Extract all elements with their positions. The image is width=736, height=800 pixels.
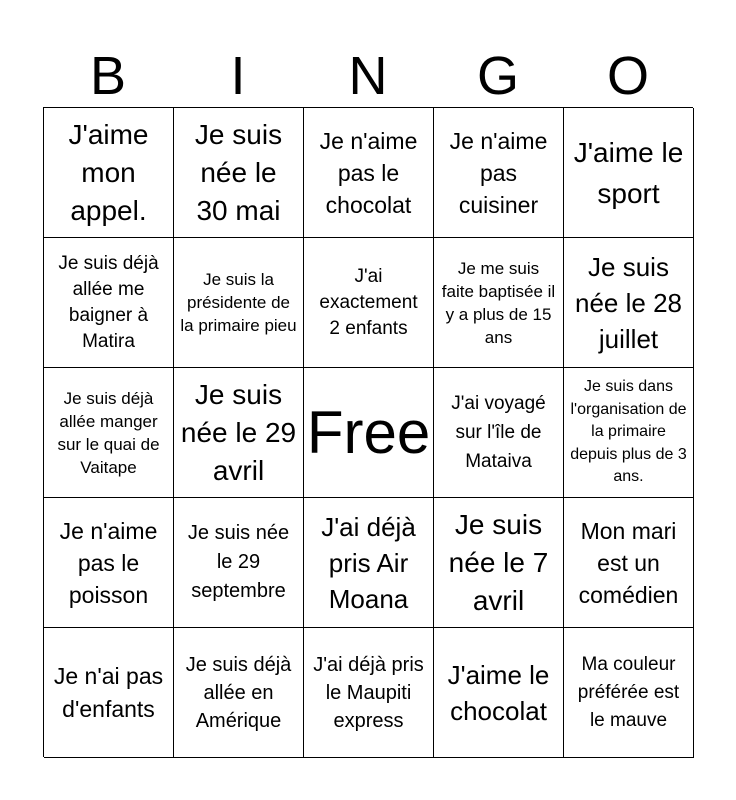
cell-text: Mon mari est un comédien bbox=[578, 517, 679, 608]
cell-text: J'ai déjà pris le Maupiti express bbox=[313, 653, 424, 732]
bingo-cell[interactable] bbox=[434, 238, 564, 368]
cell-text: Je me suis faite baptisée il y a plus de 15 ans bbox=[441, 258, 556, 347]
bingo-cell[interactable] bbox=[304, 108, 434, 238]
bingo-header bbox=[43, 44, 693, 108]
bingo-cell[interactable] bbox=[174, 628, 304, 758]
bingo-cell[interactable] bbox=[564, 368, 694, 498]
cell-text: Je suis déjà allée en Amérique bbox=[185, 653, 292, 732]
bingo-cell[interactable] bbox=[304, 238, 434, 368]
bingo-cell[interactable] bbox=[174, 498, 304, 628]
cell-text: Je n'aime pas le chocolat bbox=[319, 127, 418, 218]
bingo-cell[interactable] bbox=[44, 238, 174, 368]
bingo-cell[interactable] bbox=[434, 368, 564, 498]
bingo-cell[interactable] bbox=[304, 628, 434, 758]
bingo-cell[interactable] bbox=[434, 628, 564, 758]
bingo-cell[interactable] bbox=[44, 498, 174, 628]
bingo-cell[interactable] bbox=[564, 498, 694, 628]
cell-text: Je n'aime pas cuisiner bbox=[449, 127, 548, 218]
bingo-cell[interactable] bbox=[564, 238, 694, 368]
cell-text: Je n'aime pas le poisson bbox=[59, 517, 158, 608]
bingo-grid bbox=[43, 107, 693, 757]
cell-text: J'ai voyagé sur l'île de Mataiva bbox=[451, 393, 546, 472]
bingo-cell[interactable] bbox=[174, 238, 304, 368]
cell-text: Je suis née le 29 septembre bbox=[187, 522, 290, 602]
cell-text: Je suis née le 7 avril bbox=[448, 508, 549, 616]
bingo-cell[interactable] bbox=[174, 108, 304, 238]
header-letter-n: N bbox=[348, 46, 388, 106]
header-letter-g: G bbox=[476, 46, 519, 106]
bingo-cell[interactable] bbox=[44, 628, 174, 758]
header-letter-i: I bbox=[230, 46, 246, 106]
free-space[interactable] bbox=[304, 368, 434, 498]
cell-text: J'ai déjà pris Air Moana bbox=[321, 511, 416, 614]
bingo-cell[interactable] bbox=[434, 108, 564, 238]
free-label: Free bbox=[306, 398, 431, 466]
cell-text: Je n'ai pas d'enfants bbox=[53, 662, 164, 722]
bingo-cell[interactable] bbox=[44, 368, 174, 498]
bingo-cell[interactable] bbox=[564, 108, 694, 238]
cell-text: Ma couleur préférée est le mauve bbox=[577, 653, 680, 731]
cell-text: Je suis née le 30 mai bbox=[194, 118, 283, 226]
cell-text: Je suis déjà allée manger sur le quai de Vaitape bbox=[57, 388, 160, 477]
cell-text: Je suis la présidente de la primaire pieu bbox=[180, 270, 297, 335]
header-letter-o: O bbox=[606, 46, 649, 106]
cell-text: J'aime le chocolat bbox=[447, 659, 550, 726]
bingo-cell[interactable] bbox=[44, 108, 174, 238]
bingo-cell[interactable] bbox=[564, 628, 694, 758]
cell-text: J'aime le sport bbox=[573, 136, 684, 209]
cell-text: Je suis déjà allée me baigner à Matira bbox=[58, 252, 159, 352]
cell-text: Je suis dans l'organisation de la primaire depuis plus de 3 ans. bbox=[570, 378, 687, 486]
cell-text: Je suis née le 29 avril bbox=[180, 378, 297, 486]
bingo-cell[interactable] bbox=[304, 498, 434, 628]
bingo-cell[interactable] bbox=[174, 368, 304, 498]
cell-text: J'aime mon appel. bbox=[68, 118, 149, 226]
cell-text: Je suis née le 28 juillet bbox=[575, 251, 682, 354]
header-letter-b: B bbox=[89, 46, 127, 106]
bingo-cell[interactable] bbox=[434, 498, 564, 628]
cell-text: J'ai exactement 2 enfants bbox=[319, 265, 418, 339]
